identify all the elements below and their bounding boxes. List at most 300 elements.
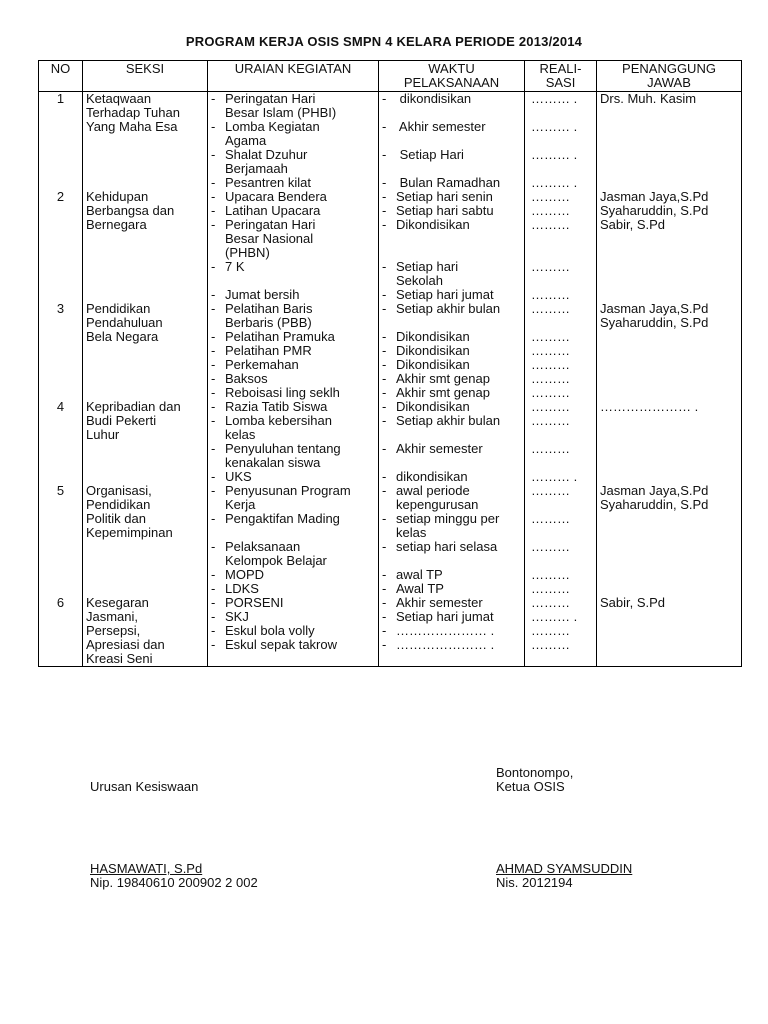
uraian-text: MOPD xyxy=(225,567,264,582)
uraian-text: Besar Nasional xyxy=(225,231,314,246)
realisasi-line: ……… xyxy=(531,189,570,204)
waktu-text: Akhir smt genap xyxy=(396,371,490,386)
realisasi-line: ……… xyxy=(531,539,570,554)
uraian-line xyxy=(211,120,375,134)
realisasi-line xyxy=(531,554,593,568)
realisasi-line xyxy=(531,456,593,470)
seksi-line: Kehidupan xyxy=(86,189,149,204)
uraian-text: kenakalan siswa xyxy=(225,455,321,470)
penanggung-cell xyxy=(597,92,742,191)
waktu-dash: - xyxy=(382,329,387,344)
seksi-line: Yang Maha Esa xyxy=(86,119,178,134)
waktu-line xyxy=(382,638,521,652)
waktu-line xyxy=(382,176,521,190)
realisasi-line xyxy=(531,246,593,260)
uraian-dash: - xyxy=(211,469,216,484)
penanggung-line: Sabir, S.Pd xyxy=(600,217,666,232)
waktu-text: Akhir semester xyxy=(396,595,483,610)
uraian-text: Pelatihan Pramuka xyxy=(225,329,335,344)
footer-right-name: AHMAD SYAMSUDDIN xyxy=(496,861,633,876)
realisasi-line: ……… xyxy=(531,301,570,316)
uraian-line xyxy=(211,638,375,652)
waktu-dash: - xyxy=(382,441,387,456)
uraian-dash: - xyxy=(211,147,216,162)
realisasi-line xyxy=(531,274,593,288)
waktu-text: Setiap hari sabtu xyxy=(396,203,494,218)
seksi-line: Pendidikan xyxy=(86,497,151,512)
waktu-line xyxy=(382,232,521,246)
seksi-line: Bernegara xyxy=(86,217,147,232)
waktu-dash: - xyxy=(382,119,387,134)
uraian-dash: - xyxy=(211,441,216,456)
realisasi-line: ……… . xyxy=(531,147,578,162)
seksi-line: Terhadap Tuhan xyxy=(86,105,180,120)
waktu-line xyxy=(382,190,521,204)
uraian-text: SKJ xyxy=(225,609,249,624)
waktu-dash: - xyxy=(382,469,387,484)
waktu-cell xyxy=(379,400,525,484)
penanggung-cell xyxy=(597,400,742,484)
uraian-text: Reboisasi ling seklh xyxy=(225,385,340,400)
seksi-line: Apresiasi dan xyxy=(86,637,165,652)
footer-left-name: HASMAWATI, S.Pd xyxy=(90,861,203,876)
uraian-line xyxy=(211,568,375,582)
uraian-line xyxy=(211,204,375,218)
seksi-line: Organisasi, xyxy=(86,483,152,498)
uraian-line xyxy=(211,176,375,190)
penanggung-line: Jasman Jaya,S.Pd xyxy=(600,483,709,498)
waktu-text: setiap minggu per xyxy=(396,511,500,526)
waktu-text: Dikondisikan xyxy=(396,329,470,344)
seksi-line: Kreasi Seni xyxy=(86,651,153,666)
waktu-dash: - xyxy=(382,371,387,386)
section-row xyxy=(39,302,742,400)
realisasi-line xyxy=(531,134,593,148)
uraian-text: Kerja xyxy=(225,497,256,512)
uraian-dash: - xyxy=(211,217,216,232)
uraian-text: Kelompok Belajar xyxy=(225,553,327,568)
realisasi-line: ……… . xyxy=(531,175,578,190)
waktu-text: awal TP xyxy=(396,567,443,582)
waktu-text: Setiap akhir bulan xyxy=(396,413,501,428)
realisasi-line: ……… xyxy=(531,203,570,218)
waktu-dash: - xyxy=(382,483,387,498)
section-row xyxy=(39,400,742,484)
uraian-line xyxy=(211,386,375,400)
waktu-dash: - xyxy=(382,343,387,358)
uraian-line xyxy=(211,288,375,302)
uraian-line xyxy=(211,442,375,456)
waktu-dash: - xyxy=(382,623,387,638)
waktu-line xyxy=(382,218,521,232)
uraian-dash: - xyxy=(211,567,216,582)
uraian-dash: - xyxy=(211,343,216,358)
waktu-dash: - xyxy=(382,609,387,624)
uraian-dash: - xyxy=(211,301,216,316)
waktu-line xyxy=(382,288,521,302)
uraian-text: Jumat bersih xyxy=(225,287,300,302)
waktu-line xyxy=(382,148,521,162)
uraian-text: Peringatan Hari xyxy=(225,217,316,232)
realisasi-line: ……… xyxy=(531,217,570,232)
realisasi-line: ……… xyxy=(531,357,570,372)
waktu-text: Akhir smt genap xyxy=(396,385,490,400)
waktu-line xyxy=(382,428,521,442)
uraian-text: Agama xyxy=(225,133,267,148)
uraian-dash: - xyxy=(211,539,216,554)
waktu-text: Setiap hari jumat xyxy=(396,287,494,302)
waktu-text: Akhir semester xyxy=(396,119,486,134)
waktu-line xyxy=(382,386,521,400)
seksi-cell xyxy=(83,92,208,191)
waktu-dash: - xyxy=(382,567,387,582)
waktu-text: Dikondisikan xyxy=(396,399,470,414)
seksi-line: Kepribadian dan xyxy=(86,399,181,414)
waktu-text: Akhir semester xyxy=(396,441,483,456)
waktu-text: setiap hari selasa xyxy=(396,539,498,554)
uraian-line xyxy=(211,148,375,162)
realisasi-cell xyxy=(525,190,597,302)
waktu-dash: - xyxy=(382,413,387,428)
uraian-line xyxy=(211,274,375,288)
seksi-line: Politik dan xyxy=(86,511,146,526)
uraian-line xyxy=(211,302,375,316)
uraian-line xyxy=(211,526,375,540)
document-title: PROGRAM KERJA OSIS SMPN 4 KELARA PERIODE 2013/2014 xyxy=(185,34,583,49)
realisasi-line: ……… xyxy=(531,483,570,498)
uraian-text: Razia Tatib Siswa xyxy=(225,399,328,414)
uraian-dash: - xyxy=(211,259,216,274)
uraian-dash: - xyxy=(211,91,216,106)
uraian-text: Upacara Bendera xyxy=(225,189,327,204)
waktu-line xyxy=(382,582,521,596)
seksi-line: Pendidikan xyxy=(86,301,151,316)
realisasi-line: ……… . xyxy=(531,91,578,106)
waktu-dash: - xyxy=(382,595,387,610)
uraian-dash: - xyxy=(211,119,216,134)
waktu-line xyxy=(382,470,521,484)
realisasi-line xyxy=(531,232,593,246)
uraian-line xyxy=(211,512,375,526)
waktu-text: Sekolah xyxy=(396,273,443,288)
uraian-text: Peringatan Hari xyxy=(225,91,316,106)
waktu-text: Setiap hari jumat xyxy=(396,609,494,624)
waktu-line xyxy=(382,610,521,624)
realisasi-line: ……… xyxy=(531,399,570,414)
seksi-line: Kesegaran xyxy=(86,595,149,610)
waktu-text: dikondisikan xyxy=(396,91,472,106)
uraian-line xyxy=(211,344,375,358)
uraian-text: Pesantren kilat xyxy=(225,175,311,190)
uraian-line xyxy=(211,428,375,442)
waktu-line xyxy=(382,134,521,148)
waktu-line xyxy=(382,596,521,610)
uraian-dash: - xyxy=(211,623,216,638)
waktu-line xyxy=(382,246,521,260)
uraian-line xyxy=(211,582,375,596)
penanggung-cell xyxy=(597,596,742,667)
uraian-text: Pelaksanaan xyxy=(225,539,301,554)
penanggung-line: Syaharuddin, S.Pd xyxy=(600,315,709,330)
header-penanggung: PENANGGUNG JAWAB xyxy=(597,61,742,92)
uraian-cell xyxy=(208,400,379,484)
realisasi-line: ……… xyxy=(531,581,570,596)
realisasi-line: ……… . xyxy=(531,119,578,134)
realisasi-line: ……… xyxy=(531,329,570,344)
realisasi-line: ……… . xyxy=(531,469,578,484)
footer-place: Bontonompo, xyxy=(496,765,574,780)
uraian-text: Lomba Kegiatan xyxy=(225,119,320,134)
penanggung-line: Syaharuddin, S.Pd xyxy=(600,203,709,218)
uraian-dash: - xyxy=(211,511,216,526)
section-number-text: 1 xyxy=(56,91,65,106)
section-row xyxy=(39,92,742,191)
waktu-dash: - xyxy=(382,147,387,162)
seksi-cell xyxy=(83,596,208,667)
waktu-line xyxy=(382,372,521,386)
footer-right-id: Nis. 2012194 xyxy=(496,875,573,890)
waktu-cell xyxy=(379,190,525,302)
waktu-dash: - xyxy=(382,385,387,400)
section-number-text: 3 xyxy=(56,301,65,316)
waktu-text: kelas xyxy=(396,525,427,540)
waktu-line xyxy=(382,330,521,344)
waktu-cell xyxy=(379,484,525,596)
waktu-line xyxy=(382,568,521,582)
uraian-dash: - xyxy=(211,385,216,400)
uraian-dash: - xyxy=(211,189,216,204)
waktu-dash: - xyxy=(382,581,387,596)
uraian-text: LDKS xyxy=(225,581,259,596)
waktu-line xyxy=(382,414,521,428)
waktu-text: Setiap hari xyxy=(396,259,459,274)
waktu-line xyxy=(382,358,521,372)
uraian-line xyxy=(211,540,375,554)
realisasi-line: ……… xyxy=(531,287,570,302)
penanggung-line: Jasman Jaya,S.Pd xyxy=(600,301,709,316)
realisasi-line: ……… xyxy=(531,441,570,456)
uraian-line xyxy=(211,484,375,498)
header-row xyxy=(39,61,742,92)
seksi-line: Berbangsa dan xyxy=(86,203,175,218)
seksi-cell xyxy=(83,484,208,596)
realisasi-line xyxy=(531,106,593,120)
seksi-line: Ketaqwaan xyxy=(86,91,152,106)
uraian-text: Latihan Upacara xyxy=(225,203,321,218)
uraian-dash: - xyxy=(211,637,216,652)
waktu-dash: - xyxy=(382,203,387,218)
realisasi-line: ……… . xyxy=(531,609,578,624)
penanggung-line: Syaharuddin, S.Pd xyxy=(600,497,709,512)
uraian-line xyxy=(211,554,375,568)
waktu-line xyxy=(382,274,521,288)
section-row xyxy=(39,596,742,667)
header-seksi: SEKSI xyxy=(83,61,208,92)
realisasi-cell xyxy=(525,302,597,400)
penanggung-line: Drs. Muh. Kasim xyxy=(600,91,697,106)
seksi-line: Budi Pekerti xyxy=(86,413,157,428)
realisasi-line: ……… xyxy=(531,595,570,610)
uraian-line xyxy=(211,92,375,106)
uraian-line xyxy=(211,218,375,232)
footer-left-id: Nip. 19840610 200902 2 002 xyxy=(90,875,258,890)
uraian-text: Berjamaah xyxy=(225,161,288,176)
uraian-text: Pelatihan PMR xyxy=(225,343,312,358)
uraian-text: Pengaktifan Mading xyxy=(225,511,340,526)
uraian-text: 7 K xyxy=(225,259,245,274)
waktu-line xyxy=(382,162,521,176)
realisasi-cell xyxy=(525,92,597,191)
waktu-text: Awal TP xyxy=(396,581,444,596)
seksi-line: Bela Negara xyxy=(86,329,159,344)
uraian-text: Pelatihan Baris xyxy=(225,301,313,316)
uraian-line xyxy=(211,134,375,148)
section-number-text: 6 xyxy=(56,595,65,610)
waktu-line xyxy=(382,512,521,526)
uraian-cell xyxy=(208,596,379,667)
uraian-dash: - xyxy=(211,329,216,344)
penanggung-line: Jasman Jaya,S.Pd xyxy=(600,189,709,204)
section-number xyxy=(39,596,83,667)
realisasi-line xyxy=(531,498,593,512)
uraian-cell xyxy=(208,92,379,191)
waktu-line xyxy=(382,456,521,470)
waktu-dash: - xyxy=(382,301,387,316)
header-realisasi: REALI- SASI xyxy=(525,61,597,92)
waktu-dash: - xyxy=(382,175,387,190)
uraian-dash: - xyxy=(211,581,216,596)
waktu-text: Dikondisikan xyxy=(396,343,470,358)
waktu-line xyxy=(382,344,521,358)
waktu-text: Dikondisikan xyxy=(396,217,470,232)
waktu-line xyxy=(382,260,521,274)
uraian-text: Shalat Dzuhur xyxy=(225,147,308,162)
realisasi-cell xyxy=(525,400,597,484)
waktu-dash: - xyxy=(382,217,387,232)
uraian-cell xyxy=(208,484,379,596)
uraian-line xyxy=(211,358,375,372)
uraian-line xyxy=(211,400,375,414)
section-number-text: 5 xyxy=(56,483,65,498)
uraian-text: PORSENI xyxy=(225,595,284,610)
realisasi-line xyxy=(531,316,593,330)
realisasi-line: ……… xyxy=(531,259,570,274)
header-no: NO xyxy=(39,61,83,92)
uraian-text: Penyuluhan tentang xyxy=(225,441,341,456)
uraian-line xyxy=(211,106,375,120)
section-number xyxy=(39,400,83,484)
uraian-dash: - xyxy=(211,609,216,624)
uraian-line xyxy=(211,470,375,484)
realisasi-line: ……… xyxy=(531,623,570,638)
section-number xyxy=(39,484,83,596)
waktu-line xyxy=(382,498,521,512)
uraian-text: Baksos xyxy=(225,371,268,386)
uraian-text: Lomba kebersihan xyxy=(225,413,332,428)
realisasi-line: ……… xyxy=(531,567,570,582)
waktu-cell xyxy=(379,596,525,667)
realisasi-cell xyxy=(525,596,597,667)
waktu-cell xyxy=(379,302,525,400)
waktu-line xyxy=(382,624,521,638)
seksi-line: Jasmani, xyxy=(86,609,139,624)
waktu-line xyxy=(382,92,521,106)
uraian-line xyxy=(211,260,375,274)
uraian-text: UKS xyxy=(225,469,252,484)
uraian-text: Eskul bola volly xyxy=(225,623,315,638)
section-number-text: 2 xyxy=(56,189,65,204)
waktu-text: Setiap akhir bulan xyxy=(396,301,501,316)
uraian-dash: - xyxy=(211,175,216,190)
uraian-line xyxy=(211,456,375,470)
realisasi-cell xyxy=(525,484,597,596)
seksi-cell xyxy=(83,190,208,302)
waktu-dash: - xyxy=(382,189,387,204)
realisasi-line xyxy=(531,526,593,540)
section-number xyxy=(39,190,83,302)
uraian-line xyxy=(211,190,375,204)
waktu-line xyxy=(382,554,521,568)
uraian-dash: - xyxy=(211,287,216,302)
uraian-text: Penyusunan Program xyxy=(225,483,351,498)
penanggung-cell xyxy=(597,484,742,596)
header-uraian: URAIAN KEGIATAN xyxy=(208,61,379,92)
uraian-dash: - xyxy=(211,357,216,372)
section-number xyxy=(39,92,83,191)
seksi-cell xyxy=(83,302,208,400)
uraian-cell xyxy=(208,190,379,302)
uraian-line xyxy=(211,246,375,260)
realisasi-line xyxy=(531,162,593,176)
waktu-dash: - xyxy=(382,357,387,372)
uraian-line xyxy=(211,316,375,330)
waktu-text: ………………… . xyxy=(396,637,495,652)
uraian-line xyxy=(211,232,375,246)
uraian-line xyxy=(211,596,375,610)
waktu-line xyxy=(382,484,521,498)
section-number-text: 4 xyxy=(56,399,65,414)
section-number xyxy=(39,302,83,400)
waktu-text: kepengurusan xyxy=(396,497,479,512)
waktu-text: awal periode xyxy=(396,483,470,498)
realisasi-line: ……… xyxy=(531,343,570,358)
waktu-dash: - xyxy=(382,399,387,414)
waktu-dash: - xyxy=(382,539,387,554)
realisasi-line xyxy=(531,428,593,442)
waktu-dash: - xyxy=(382,259,387,274)
penanggung-cell xyxy=(597,302,742,400)
seksi-line: Persepsi, xyxy=(86,623,141,638)
uraian-dash: - xyxy=(211,203,216,218)
waktu-line xyxy=(382,120,521,134)
uraian-line xyxy=(211,610,375,624)
footer-left-role: Urusan Kesiswaan xyxy=(90,779,199,794)
waktu-dash: - xyxy=(382,511,387,526)
uraian-line xyxy=(211,372,375,386)
realisasi-line: ……… xyxy=(531,511,570,526)
uraian-line xyxy=(211,624,375,638)
seksi-cell xyxy=(83,400,208,484)
waktu-text: Bulan Ramadhan xyxy=(396,175,501,190)
realisasi-line: ……… xyxy=(531,371,570,386)
waktu-text: Setiap hari senin xyxy=(396,189,493,204)
uraian-cell xyxy=(208,302,379,400)
uraian-dash: - xyxy=(211,371,216,386)
seksi-line: Luhur xyxy=(86,427,120,442)
waktu-dash: - xyxy=(382,287,387,302)
footer-right-role: Ketua OSIS xyxy=(496,779,565,794)
waktu-text: dikondisikan xyxy=(396,469,468,484)
